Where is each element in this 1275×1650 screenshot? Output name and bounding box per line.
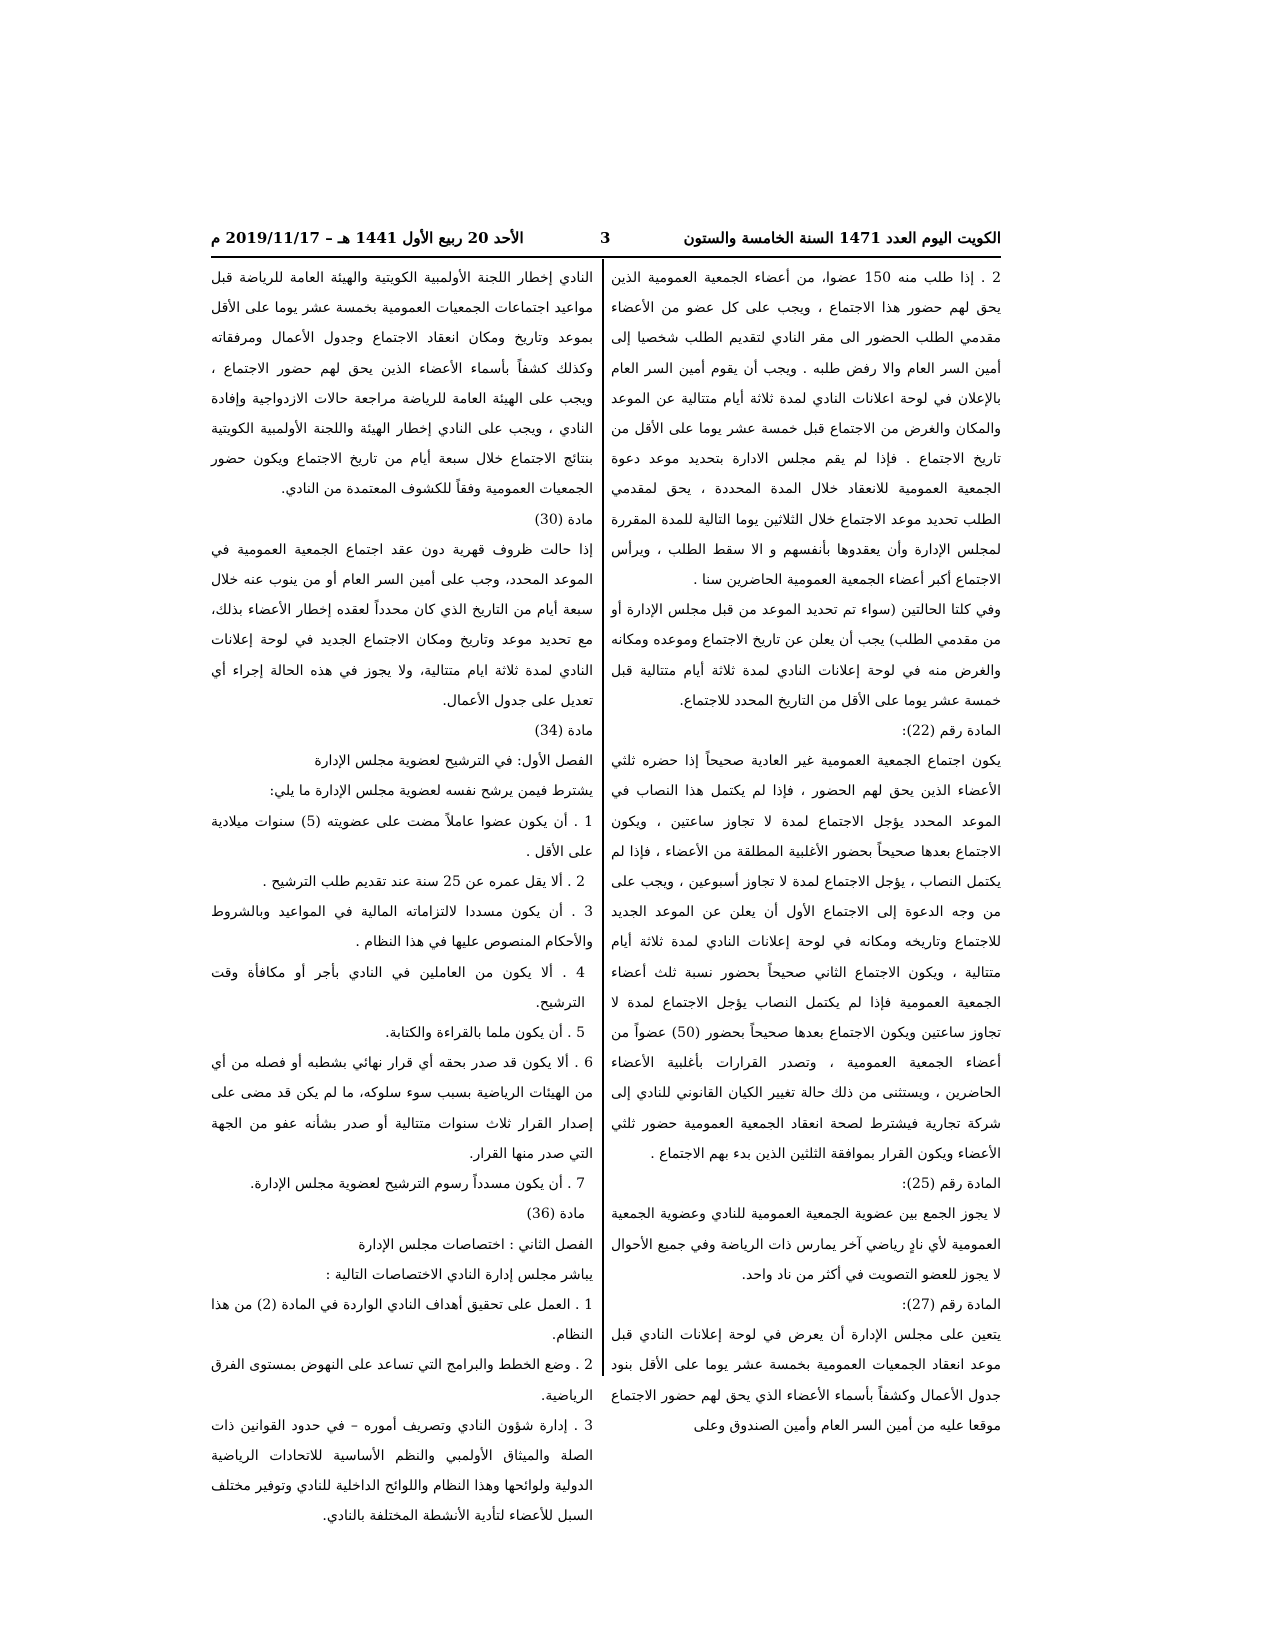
paragraph: 2 . إذا طلب منه 150 عضوا، من أعضاء الجمعية العمومية الذين يحق لهم حضور هذا الاجتماع ، ويجب على كل عضو من الأعضاء مقدمي الطلب الحضور الى مقر النادي لتقديم الطلب شخصيا إلى أمين السر العام والا رفض طلبه . ويجب أن يقوم أمين السر العام بالإعلان في لوحة اعلانات النادي لمدة ثلاثة أيام متتالية عن الموعد والمكان والغرض من الاجتماع قبل خمسة عشر يوما على الأقل من تاريخ الاجتماع . فإذا لم يقم مجلس الادارة بتحديد موعد دعوة الجمعية العمومية للانعقاد خلال المدة المحددة ، يحق لمقدمي الطلب تحديد موعد الاجتماع خلال الثلاثين يوما التالية للمدة المقررة لمجلس الإدارة وأن يعقدوها بأنفسهم و الا سقط الطلب ، ويرأس الاجتماع أكبر أعضاء الجمعية العمومية الحاضرين سنا . [611,270,1001,589]
header-date: الأحد 20 ربيع الأول 1441 هـ – 2019/11/17 م [211,229,524,247]
list-item: 2 . وضع الخطط والبرامج التي تساعد على النهوض بمستوى الفرق الرياضية. [211,1357,593,1404]
page-header [211,229,1001,255]
chapter-heading: الفصل الثاني : اختصاصات مجلس الإدارة [358,1236,593,1253]
list-item: 4 . ألا يكون من العاملين في النادي بأجر أو مكافأة وقت الترشيح. [211,964,585,1011]
header-issue-info: الكويت اليوم العدد 1471 السنة الخامسة والستون [683,229,1001,247]
paragraph: وفي كلتا الحالتين (سواء تم تحديد الموعد من قبل مجلس الإدارة أو من مقدمي الطلب) يجب أن يعلن عن تاريخ الاجتماع وموعده ومكانه والغرض منه في لوحة إعلانات النادي لمدة ثلاثة أيام متتالية قبل خمسة عشر يوما على الأقل من التاريخ المحدد للاجتماع. [611,602,1001,709]
article-heading: مادة (30) [534,511,593,528]
article-heading: المادة رقم (25): [901,1176,1001,1193]
chapter-heading: الفصل الأول: في الترشيح لعضوية مجلس الإدارة [314,753,593,770]
paragraph: النادي إخطار اللجنة الأولمبية الكويتية والهيئة العامة للرياضة قبل مواعيد اجتماعات الجمعيات العمومية بخمسة عشر يوما على الأقل بموعد وتاريخ ومكان انعقاد الاجتماع وجدول الأعمال ومرفقاته وكذلك كشفاً بأسماء الأعضاء الذين يحق لهم حضور الاجتماع ، ويجب على الهيئة العامة للرياضة مراجعة حالات الازدواجية وإفادة النادي ، ويجب على النادي إخطار الهيئة واللجنة الأولمبية الكويتية بنتائج الاجتماع خلال سبعة أيام من تاريخ الاجتماع ويكون حضور الجمعيات العمومية وفقاً للكشوف المعتمدة من النادي. [211,270,593,498]
list-item: 1 . العمل على تحقيق أهداف النادي الواردة في المادة (2) من هذا النظام. [211,1296,593,1344]
paragraph: إذا حالت ظروف قهرية دون عقد اجتماع الجمعية العمومية في الموعد المحدد، وجب على أمين السر العام أو من ينوب عنه خلال سبعة أيام من التاريخ الذي كان محدداً لعقده إخطار الأعضاء بذلك، مع تحديد موعد وتاريخ ومكان الاجتماع الجديد في لوحة إعلانات النادي لمدة ثلاثة ايام متتالية، ولا يجوز في هذه الحالة إجراء أي تعديل على جدول الأعمال. [211,541,593,709]
right-column [611,263,1001,1441]
paragraph: لا يجوز الجمع بين عضوية الجمعية العمومية للنادي وعضوية الجمعية العمومية لأي نادٍ رياضي آخر يمارس ذات الرياضة وفي جميع الأحوال لا يجوز للعضو التصويت في أكثر من ناد واحد. [611,1206,1001,1283]
header-rule [211,256,1001,258]
article-heading: المادة رقم (27): [901,1296,1001,1313]
list-item: 2 . ألا يقل عمره عن 25 سنة عند تقديم طلب الترشيح . [262,874,585,891]
list-item: 1 . أن يكون عضوا عاملاً مضت على عضويته (5) سنوات ميلادية على الأقل . [211,813,593,860]
column-divider [602,259,604,1376]
list-item: 5 . أن يكون ملما بالقراءة والكتابة. [385,1025,585,1042]
article-heading: مادة (36) [526,1206,585,1223]
left-column [211,263,593,1532]
list-item: 3 . إدارة شؤون النادي وتصريف أموره – في حدود القوانين ذات الصلة والميثاق الأولمبي والنظم الأساسية للاتحادات الرياضية الدولية ولوائحها وهذا النظام واللوائح الداخلية للنادي وتوفير مختلف السبل للأعضاء لتأدية الأنشطة المختلفة بالنادي. [211,1417,593,1525]
paragraph: يشترط فيمن يرشح نفسه لعضوية مجلس الإدارة ما يلي: [269,783,593,800]
paragraph: يكون اجتماع الجمعية العمومية غير العادية صحيحاً إذا حضره ثلثي الأعضاء الذين يحق لهم الحضور ، فإذا لم يكتمل هذا النصاب في الموعد المحدد يؤجل الاجتماع لمدة لا تجاوز ساعتين ، ويكون الاجتماع بعدها صحيحاً بحضور الأغلبية المطلقة من الأعضاء ، فإذا لم يكتمل النصاب ، يؤجل الاجتماع لمدة لا تجاوز أسبوعين ، ويجب على من وجه الدعوة إلى الاجتماع الأول أن يعلن عن الموعد الجديد للاجتماع وتاريخه ومكانه في لوحة إعلانات النادي لمدة ثلاثة أيام متتالية ، ويكون الاجتماع الثاني صحيحاً بحضور نسبة ثلث أعضاء الجمعية العمومية فإذا لم يكتمل النصاب يؤجل الاجتماع لمدة لا تجاوز ساعتين ويكون الاجتماع بعدها صحيحاً بحضور (50) عضواً من أعضاء الجمعية العمومية ، وتصدر القرارات بأغلبية الأعضاء الحاضرين ، ويستثنى من ذلك حالة تغيير الكيان القانوني للنادي إلى شركة تجارية فيشترط لصحة انعقاد الجمعية العمومية حضور ثلثي الأعضاء ويكون القرار بموافقة الثلثين الذين بدء بهم الاجتماع . [611,753,1002,1162]
list-item: 6 . ألا يكون قد صدر بحقه أي قرار نهائي بشطبه أو فصله من أي من الهيئات الرياضية بسبب سوء سلوكه، ما لم يكن قد مضى على إصدار القرار ثلاث سنوات متتالية أو صدر بشأنه عفو من الجهة التي صدر منها القرار. [211,1055,593,1162]
list-item: 3 . أن يكون مسددا لالتزاماته المالية في المواعيد وبالشروط والأحكام المنصوص عليها في هذا النظام . [211,904,593,951]
page-number: 3 [600,229,611,247]
paragraph: يتعين على مجلس الإدارة أن يعرض في لوحة إعلانات النادي قبل موعد انعقاد الجمعيات العمومية بخمسة عشر يوما على الأقل بنود جدول الأعمال وكشفاً بأسماء الأعضاء الذي يحق لهم حضور الاجتماع موقعا عليه من أمين السر العام وأمين الصندوق وعلى [611,1327,1001,1434]
article-heading: مادة (34) [534,723,593,740]
list-item: 7 . أن يكون مسدداً رسوم الترشيح لعضوية مجلس الإدارة. [249,1176,585,1193]
paragraph: يباشر مجلس إدارة النادي الاختصاصات التالية : [325,1266,593,1283]
article-heading: المادة رقم (22): [901,723,1001,740]
